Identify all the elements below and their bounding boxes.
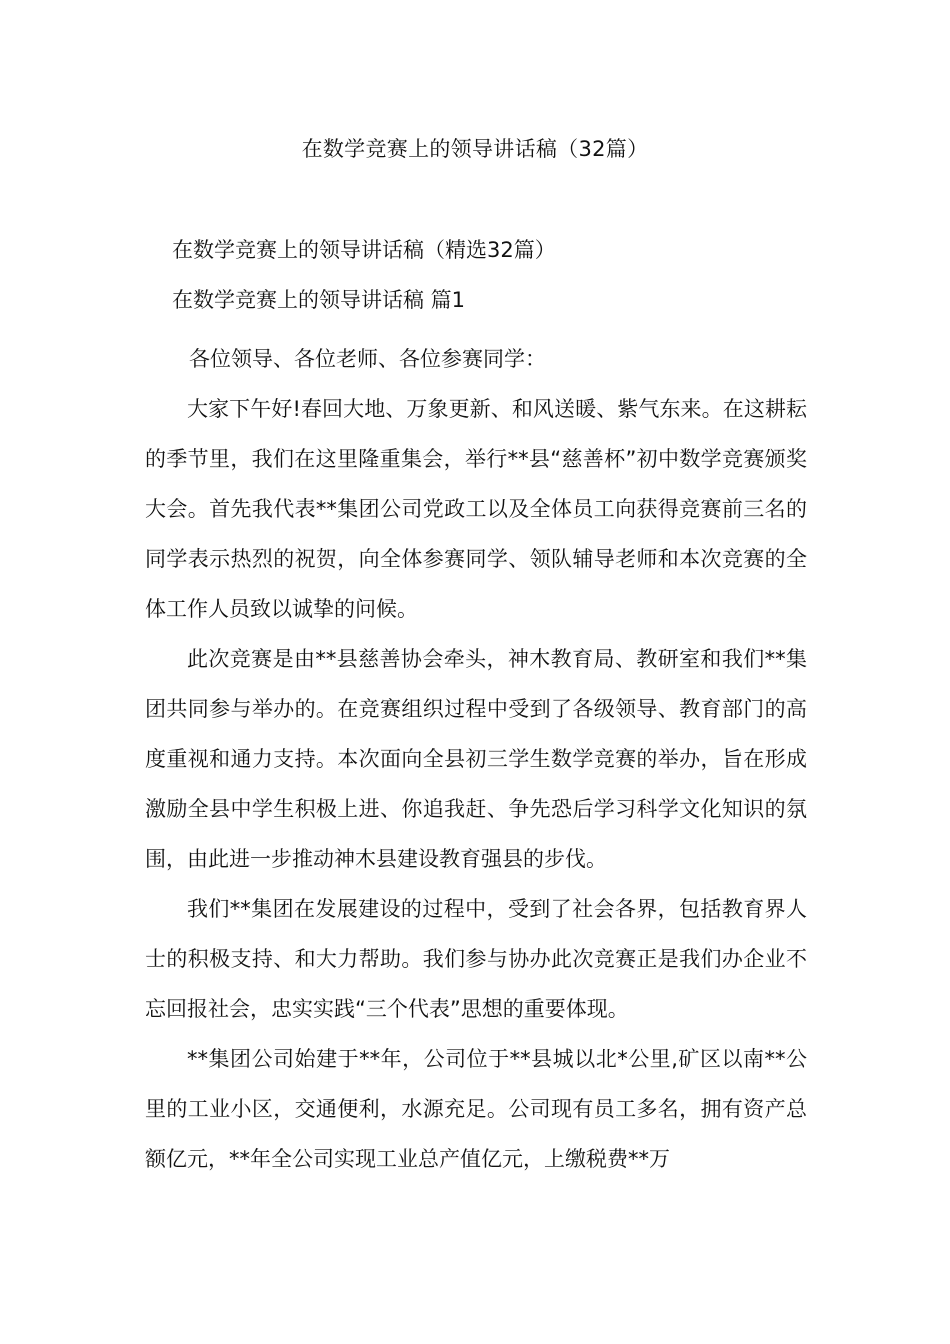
document-title: 在数学竞赛上的领导讲话稿（32篇）: [301, 137, 649, 161]
section-heading: 在数学竞赛上的领导讲话稿 篇1: [172, 288, 466, 312]
document-body: [145, 334, 807, 1184]
document-subtitle: 在数学竞赛上的领导讲话稿（精选32篇）: [172, 238, 556, 262]
body-paragraph: 我们**集团在发展建设的过程中，受到了社会各界，包括教育界人士的积极支持、和大力帮助。我们参与协办此次竞赛正是我们办企业不忘回报社会，忠实实践“三个代表”思想的重要体现。: [145, 897, 807, 1021]
body-paragraph: 大家下午好!春回大地、万象更新、和风送暖、紫气东来。在这耕耘的季节里，我们在这里隆重集会，举行**县“慈善杯”初中数学竞赛颁奖大会。首先我代表**集团公司党政工以及全体员工向获得竞赛前三名的同学表示热烈的祝贺，向全体参赛同学、领队辅导老师和本次竞赛的全体工作人员致以诚挚的问候。: [145, 397, 807, 621]
greeting-line: 各位领导、各位老师、各位参赛同学：: [189, 347, 546, 371]
body-paragraph: 此次竞赛是由**县慈善协会牵头，神木教育局、教研室和我们**集团共同参与举办的。在竞赛组织过程中受到了各级领导、教育部门的高度重视和通力支持。本次面向全县初三学生数学竞赛的举办，旨在形成激励全县中学生积极上进、你追我赶、争先恐后学习科学文化知识的氛围，由此进一步推动神木县建设教育强县的步伐。: [145, 647, 807, 871]
body-paragraph: **集团公司始建于**年，公司位于**县城以北*公里,矿区以南**公里的工业小区，交通便利，水源充足。公司现有员工多名，拥有资产总额亿元，**年全公司实现工业总产值亿元，上缴税费**万: [145, 1047, 807, 1171]
